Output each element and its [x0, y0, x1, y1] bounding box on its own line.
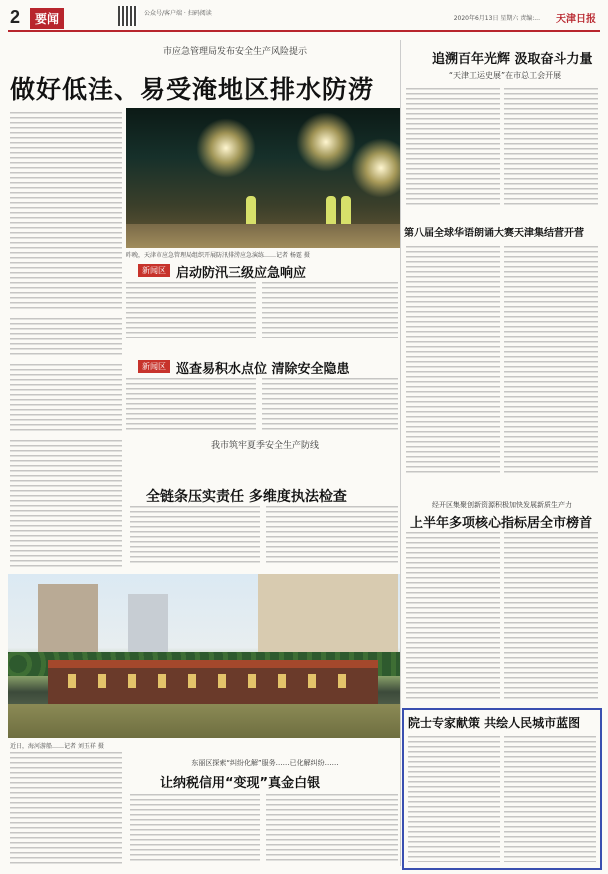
right-story4-headline[interactable]: 院士专家献策 共绘人民城市蓝图	[408, 716, 581, 730]
story2-body-col3	[266, 506, 398, 566]
right-story1-headline[interactable]: 追溯百年光辉 汲取奋斗力量	[432, 52, 593, 67]
story3-body-col2	[130, 794, 260, 864]
date-line: 2020年6月13日 星期六 责编:...	[453, 15, 540, 22]
right-story3-kicker: 经开区集聚创新资源积极加快发展新质生产力	[432, 501, 572, 509]
column-divider	[400, 40, 401, 866]
highlighted-article-box[interactable]	[402, 708, 602, 870]
story1-body-col2b	[126, 378, 256, 432]
story1-body-col2	[126, 282, 256, 338]
story1-body-col1c	[10, 364, 122, 434]
page-header	[8, 4, 600, 32]
section-badge-2: 新闻区	[138, 360, 170, 373]
story1-body-col3	[262, 282, 398, 338]
story3-kicker: 东丽区探索“纠纷化解”服务……已化解纠纷……	[191, 759, 339, 767]
paper-logo: 天津日报	[556, 14, 596, 25]
story2-body-col2	[130, 506, 260, 566]
qr-code-icon[interactable]	[118, 6, 138, 26]
right-story1-sub: “天津工运史展”在市总工会开展	[448, 71, 562, 80]
story1-photo[interactable]	[126, 108, 400, 248]
story2-kicker: 我市筑牢夏季安全生产防线	[210, 441, 319, 451]
right-story2-body-a	[406, 246, 500, 476]
right-story3-body-a	[406, 532, 500, 702]
right-story1-body-b	[504, 88, 598, 208]
right-story2-headline[interactable]: 第八届全球华语朗诵大赛天津集结营开营	[404, 228, 584, 239]
story2-body-col1	[10, 440, 122, 570]
story1-body-col3b	[262, 378, 398, 432]
story3-body-col3	[266, 794, 398, 864]
story3-body-col1	[10, 752, 122, 864]
story1-subhead-2: 巡查易积水点位 清除安全隐患	[176, 362, 350, 377]
story2-photo[interactable]	[8, 574, 400, 738]
story1-body-col1b	[10, 318, 122, 358]
right-story4-body-a	[408, 736, 500, 862]
story1-body-col1	[10, 112, 122, 312]
right-story4-body-b	[504, 736, 596, 862]
qr-caption: 公众号/客户端 · 扫码阅读	[144, 10, 212, 17]
story1-kicker: 市应急管理局发布安全生产风险提示	[162, 47, 307, 57]
story2-photo-caption: 近日，海河游船……记者 刘玉祥 摄	[10, 743, 104, 750]
story1-subhead-1: 启动防汛三级应急响应	[176, 266, 307, 281]
story3-headline[interactable]: 让纳税信用“变现”真金白银	[160, 776, 321, 791]
section-label: 要闻	[30, 8, 64, 29]
right-story1-body-a	[406, 88, 500, 208]
right-story3-headline[interactable]: 上半年多项核心指标居全市榜首	[410, 516, 593, 531]
right-story3-body-b	[504, 532, 598, 702]
story2-headline[interactable]: 全链条压实责任 多维度执法检查	[146, 489, 347, 505]
page-number: 2	[10, 7, 21, 27]
story1-photo-caption: 昨晚，天津市应急管理局组织开展防汛排涝应急演练……记者 杨霆 摄	[126, 252, 310, 259]
section-badge: 新闻区	[138, 264, 170, 277]
right-story2-body-b	[504, 246, 598, 476]
story1-headline[interactable]: 做好低洼、易受淹地区排水防涝	[10, 75, 375, 104]
